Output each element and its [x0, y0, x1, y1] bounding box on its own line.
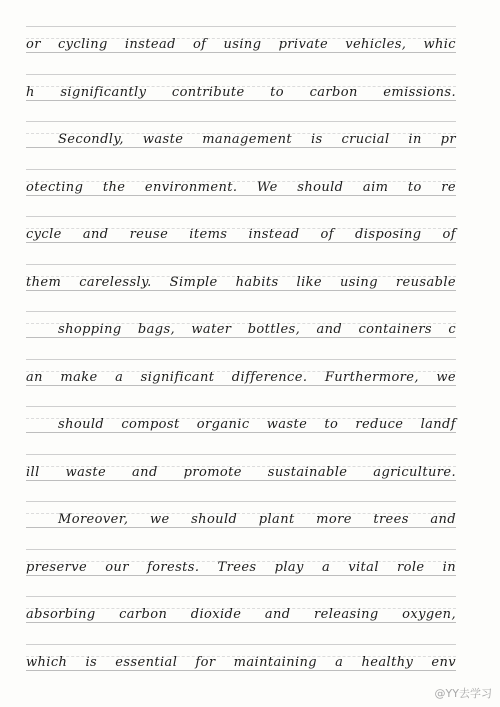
writing-line	[26, 115, 456, 155]
writing-line	[26, 163, 456, 203]
handwritten-text-line: should compost organic waste to reduce landf	[58, 417, 456, 432]
top-rule	[26, 501, 456, 502]
base-rule	[26, 480, 456, 481]
base-rule	[26, 527, 456, 528]
writing-line	[26, 590, 456, 630]
top-rule	[26, 264, 456, 265]
watermark: @YY去学习	[434, 687, 492, 700]
handwritten-text-line: an make a significant difference. Furthermore, we	[26, 369, 456, 385]
writing-line	[26, 68, 456, 108]
base-rule	[26, 100, 456, 101]
top-rule	[26, 216, 456, 217]
base-rule	[26, 575, 456, 576]
top-rule	[26, 644, 456, 645]
base-rule	[26, 337, 456, 338]
top-rule	[26, 454, 456, 455]
base-rule	[26, 195, 456, 196]
writing-line	[26, 400, 456, 440]
top-rule	[26, 121, 456, 122]
base-rule	[26, 242, 456, 243]
handwritten-text-line: absorbing carbon dioxide and releasing oxygen,	[26, 607, 456, 622]
writing-line	[26, 20, 456, 60]
base-rule	[26, 147, 456, 148]
handwritten-text-line: which is essential for maintaining a healthy env	[26, 654, 456, 670]
top-rule	[26, 74, 456, 75]
base-rule	[26, 432, 456, 433]
writing-line	[26, 305, 456, 345]
writing-line	[26, 448, 456, 488]
writing-line	[26, 210, 456, 250]
handwritten-text-line: or cycling instead of using private vehicles, whic	[26, 37, 456, 52]
base-rule	[26, 52, 456, 53]
writing-line	[26, 495, 456, 535]
base-rule	[26, 385, 456, 386]
writing-line	[26, 258, 456, 298]
writing-line	[26, 638, 456, 678]
writing-line	[26, 353, 456, 393]
top-rule	[26, 311, 456, 312]
top-rule	[26, 359, 456, 360]
top-rule	[26, 596, 456, 597]
top-rule	[26, 169, 456, 170]
handwritten-text-line: cycle and reuse items instead of disposing of	[26, 227, 456, 242]
handwritten-text-line: Moreover, we should plant more trees and	[58, 512, 456, 527]
handwritten-text-line: Secondly, waste management is crucial in pr	[58, 132, 456, 147]
handwritten-text-line: preserve our forests. Trees play a vital role in	[26, 559, 456, 575]
handwritten-text-line: shopping bags, water bottles, and containers c	[58, 322, 456, 337]
handwritten-text-line: otecting the environment. We should aim to re	[26, 179, 456, 195]
handwritten-text-line: them carelessly. Simple habits like using reusable	[26, 274, 456, 290]
writing-line	[26, 543, 456, 583]
base-rule	[26, 290, 456, 291]
top-rule	[26, 549, 456, 550]
top-rule	[26, 406, 456, 407]
handwritten-text-line: h significantly contribute to carbon emissions.	[26, 84, 456, 100]
base-rule	[26, 670, 456, 671]
handwritten-text-line: ill waste and promote sustainable agriculture.	[26, 464, 456, 480]
top-rule	[26, 26, 456, 27]
base-rule	[26, 622, 456, 623]
